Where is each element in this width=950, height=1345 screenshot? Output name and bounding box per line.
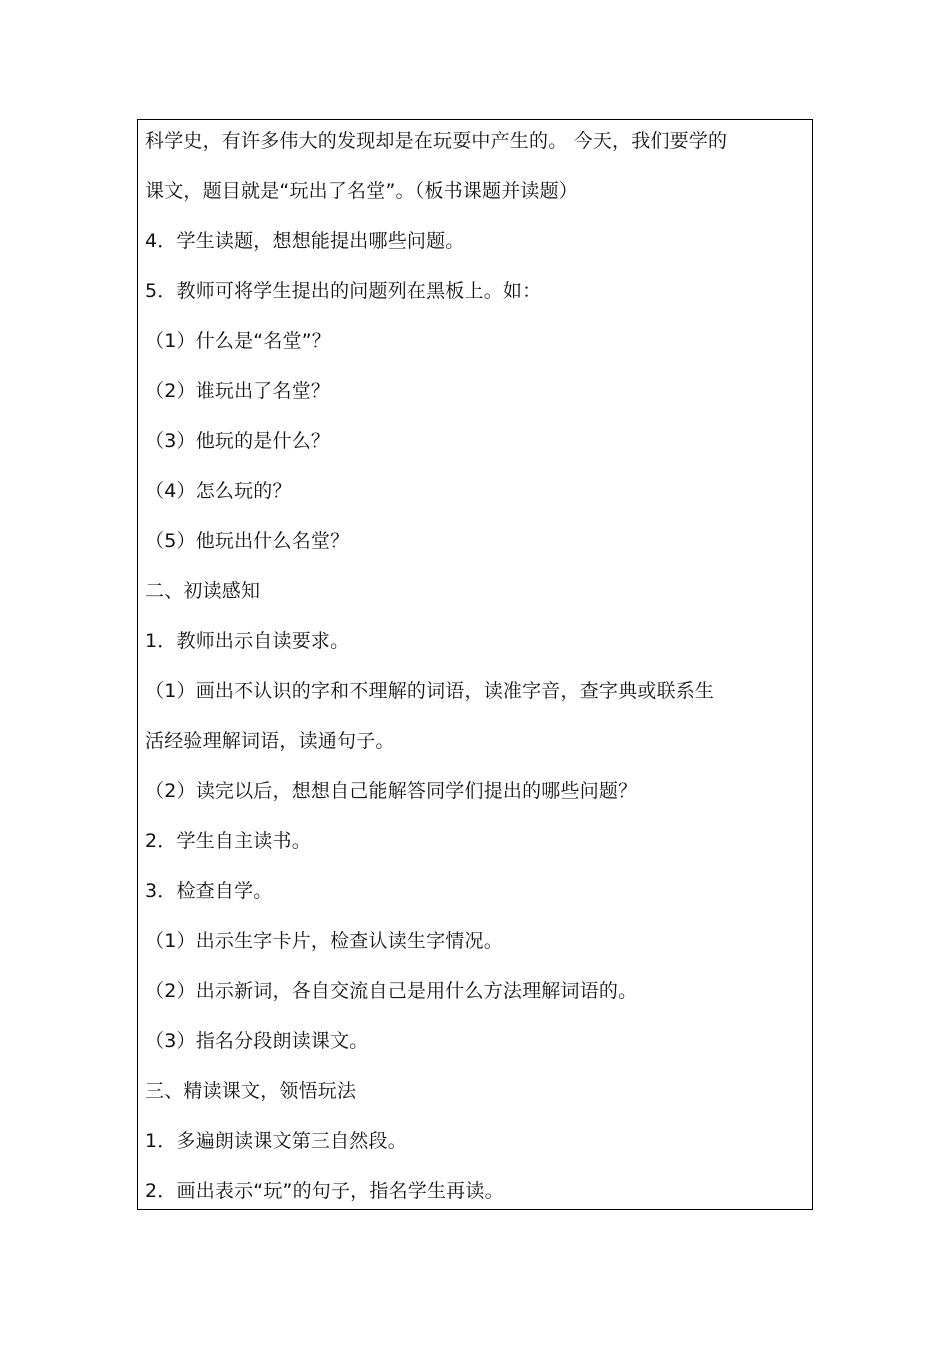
text-line: 2．画出表示“玩”的句子，指名学生再读。: [145, 1180, 504, 1202]
text-line: （5）他玩出什么名堂？: [145, 530, 350, 552]
text-line: 5．教师可将学生提出的问题列在黑板上。如：: [145, 280, 542, 302]
text-line: 1．多遍朗读课文第三自然段。: [145, 1130, 407, 1152]
text-line: （1）出示生字卡片，检查认读生字情况。: [145, 930, 503, 952]
text-line: 2．学生自主读书。: [145, 830, 311, 852]
text-line: （3）指名分段朗读课文。: [145, 1030, 369, 1052]
section-heading: 二、初读感知: [145, 580, 261, 602]
text-line: （2）谁玩出了名堂？: [145, 380, 331, 402]
text-line: 4．学生读题，想想能提出哪些问题。: [145, 230, 465, 252]
text-line: （4）怎么玩的？: [145, 480, 292, 502]
text-line: （2）读完以后，想想自己能解答同学们提出的哪些问题？: [145, 780, 638, 802]
text-line: （2）出示新词，各自交流自己是用什么方法理解词语的。: [145, 980, 638, 1002]
lesson-plan-text: [145, 120, 802, 1216]
text-line: （1）什么是“名堂”？: [145, 330, 331, 352]
text-line: （1）画出不认识的字和不理解的词语，读准字音，查字典或联系生: [145, 680, 715, 702]
text-line: 课文，题目就是“玩出了名堂”。（板书课题并读题）: [145, 180, 578, 202]
text-line: （3）他玩的是什么？: [145, 430, 331, 452]
text-line: 3．检查自学。: [145, 880, 273, 902]
section-heading: 三、精读课文，领悟玩法: [145, 1080, 357, 1102]
text-line: 1．教师出示自读要求。: [145, 630, 350, 652]
text-line: 科学史，有许多伟大的发现却是在玩耍中产生的。 今天，我们要学的: [145, 130, 728, 152]
lesson-plan-table-cell: [137, 119, 813, 1210]
text-line: 活经验理解词语，读通句子。: [145, 730, 395, 752]
